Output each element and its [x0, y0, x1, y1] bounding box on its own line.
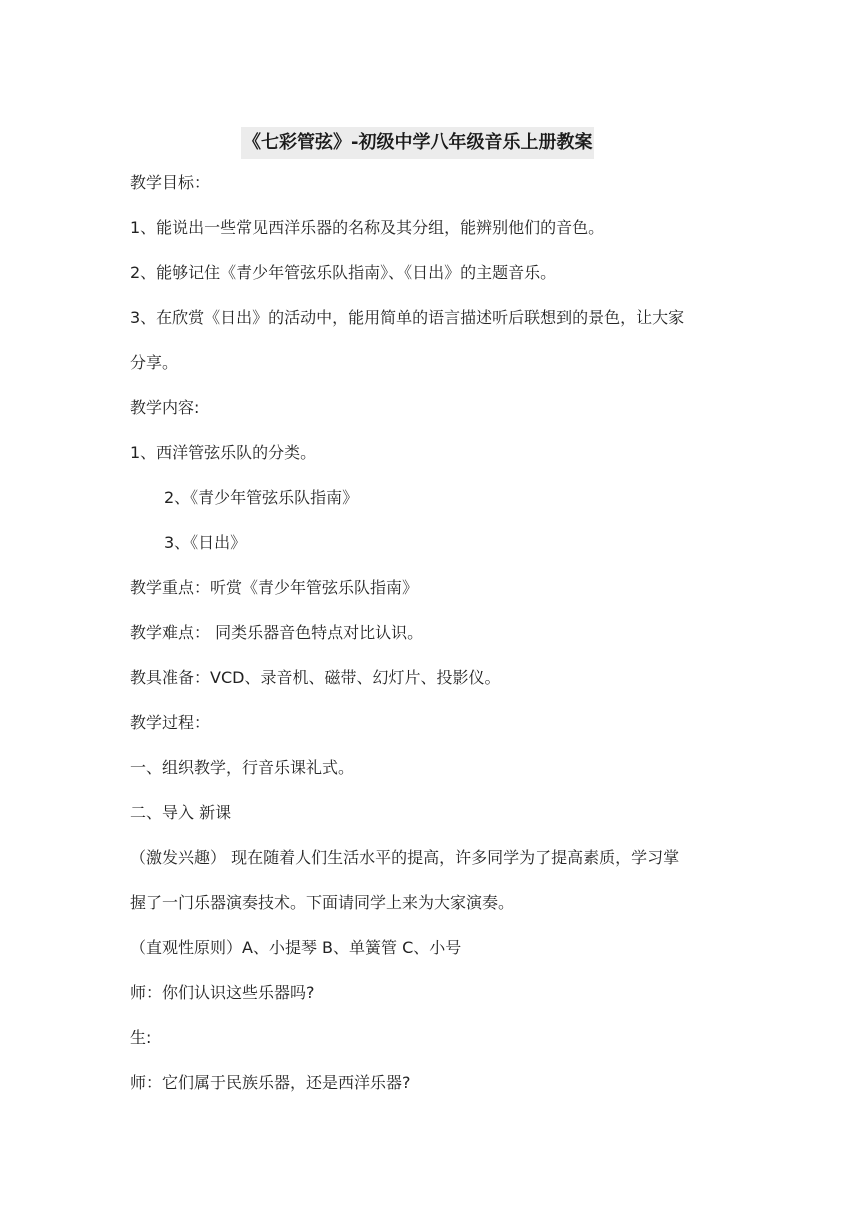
document-title: 《七彩管弦》-初级中学八年级音乐上册教案: [241, 127, 594, 159]
materials-line: 教具准备：VCD、录音机、磁带、幻灯片、投影仪。: [130, 668, 501, 687]
key-point-line: 教学重点：听赏《青少年管弦乐队指南》: [130, 578, 419, 597]
objective-item-continuation: 分享。: [130, 353, 179, 372]
content-item: 2、《青少年管弦乐队指南》: [164, 488, 359, 507]
section-heading-content: 教学内容:: [130, 398, 200, 417]
paragraph-line: （激发兴趣） 现在随着人们生活水平的提高，许多同学为了提高素质，学习掌: [130, 848, 680, 867]
objective-item: 2、能够记住《青少年管弦乐队指南》、《日出》的主题音乐。: [130, 263, 557, 282]
dialogue-line: 生:: [130, 1028, 152, 1047]
process-step: 一、组织教学，行音乐课礼式。: [130, 758, 355, 777]
process-step: 二、导入 新课: [130, 803, 232, 822]
dialogue-line: 师：你们认识这些乐器吗?: [130, 983, 315, 1002]
content-item: 1、西洋管弦乐队的分类。: [130, 443, 317, 462]
section-heading-objectives: 教学目标：: [130, 173, 211, 192]
objective-item: 3、在欣赏《日出》的活动中，能用简单的语言描述听后联想到的景色，让大家: [130, 308, 685, 327]
section-heading-process: 教学过程：: [130, 713, 211, 732]
objective-item: 1、能说出一些常见西洋乐器的名称及其分组，能辨别他们的音色。: [130, 218, 605, 237]
paragraph-line: （直观性原则）A、小提琴 B、单簧管 C、小号: [130, 938, 462, 957]
difficulty-line: 教学难点： 同类乐器音色特点对比认识。: [130, 623, 424, 642]
dialogue-line: 师：它们属于民族乐器，还是西洋乐器?: [130, 1073, 411, 1092]
content-item: 3、《日出》: [164, 533, 247, 552]
paragraph-line: 握了一门乐器演奏技术。下面请同学上来为大家演奏。: [130, 893, 515, 912]
